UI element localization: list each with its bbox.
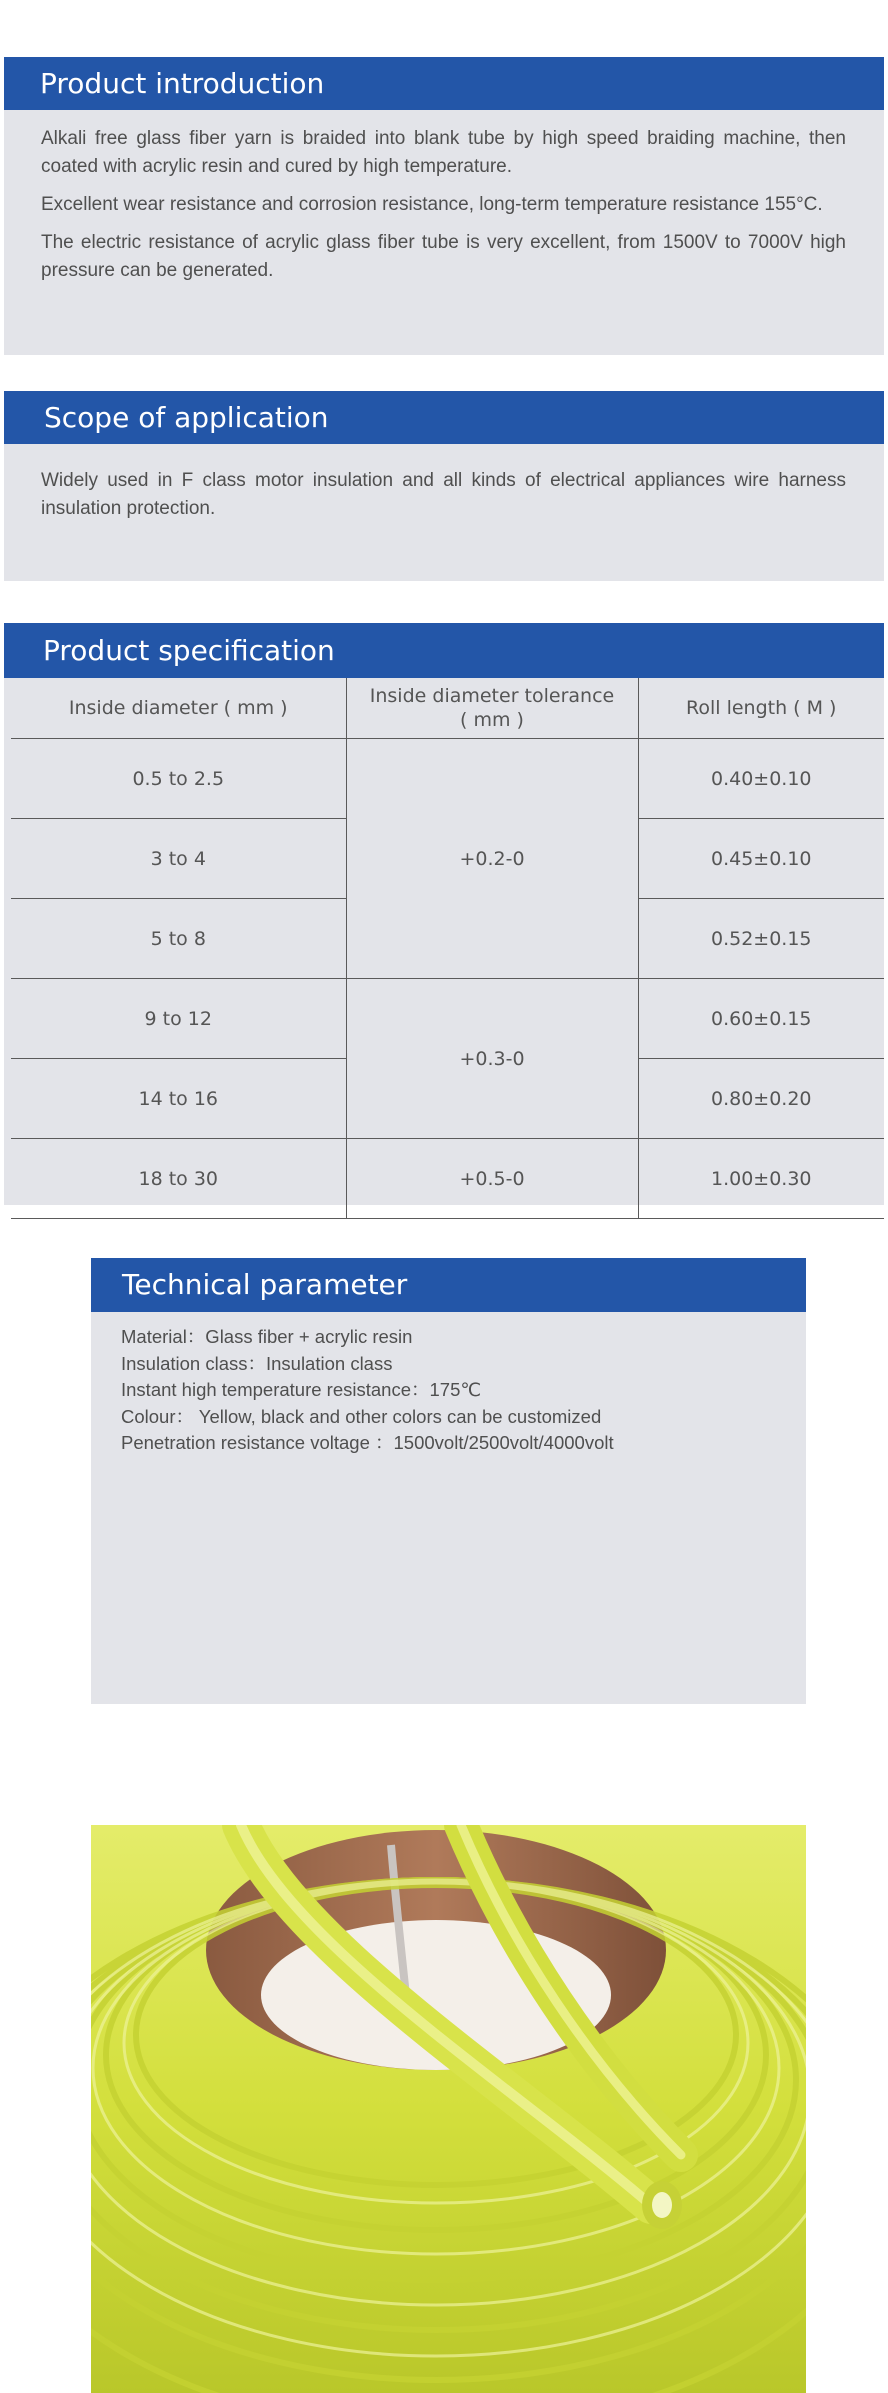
column-header: Roll length ( M ): [638, 678, 884, 739]
product-photo: [91, 1825, 806, 2393]
tolerance-cell: +0.3-0: [346, 979, 638, 1139]
length-cell: 0.80±0.20: [638, 1059, 884, 1139]
length-cell: 0.52±0.15: [638, 899, 884, 979]
specification-table: [11, 678, 884, 1219]
product-specification-section: [4, 623, 884, 1205]
section-title: Product introduction: [4, 57, 884, 110]
scope-text: Widely used in F class motor insulation and all kinds of electrical appliances wire harness insulation protection.: [41, 470, 846, 519]
diameter-cell: 0.5 to 2.5: [11, 739, 346, 819]
technical-parameter-section: [91, 1258, 806, 1704]
tolerance-cell: +0.5-0: [346, 1139, 638, 1219]
length-cell: 0.60±0.15: [638, 979, 884, 1059]
length-cell: 0.45±0.10: [638, 819, 884, 899]
parameter-line: Penetration resistance voltage ：1500volt/2500volt/4000volt: [121, 1432, 614, 1453]
table-header-row: [11, 678, 884, 739]
intro-paragraph: The electric resistance of acrylic glass fiber tube is very excellent, from 1500V to 7000V high pressure can be generated.: [41, 232, 846, 281]
diameter-cell: 18 to 30: [11, 1139, 346, 1219]
table-row: [11, 979, 884, 1059]
product-introduction-section: [4, 57, 884, 355]
table-row: [11, 1139, 884, 1219]
diameter-cell: 5 to 8: [11, 899, 346, 979]
parameter-line: Colour： Yellow, black and other colors can be customized: [121, 1405, 602, 1427]
column-header: Inside diameter tolerance ( mm ): [346, 678, 638, 739]
column-header: Inside diameter ( mm ): [11, 678, 346, 739]
diameter-cell: 14 to 16: [11, 1059, 346, 1139]
parameter-line: Material：Glass fiber + acrylic resin: [121, 1326, 413, 1347]
section-title: Scope of application: [4, 391, 884, 444]
intro-text: [41, 125, 846, 295]
scope-of-application-section: [4, 391, 884, 581]
parameter-line: Insulation class：Insulation class: [121, 1352, 393, 1374]
parameter-line: Instant high temperature resistance：175℃: [121, 1379, 482, 1400]
section-title: Product specification: [4, 623, 884, 678]
length-cell: 1.00±0.30: [638, 1139, 884, 1219]
intro-paragraph: Excellent wear resistance and corrosion resistance, long-term temperature resistance 155°C.: [41, 194, 823, 215]
intro-paragraph: Alkali free glass fiber yarn is braided into blank tube by high speed braiding machine, then coated with acrylic resin and cured by high temperature.: [41, 128, 846, 177]
section-title: Technical parameter: [91, 1258, 806, 1312]
table-row: [11, 739, 884, 819]
parameter-list: [121, 1324, 614, 1457]
length-cell: 0.40±0.10: [638, 739, 884, 819]
diameter-cell: 3 to 4: [11, 819, 346, 899]
tolerance-cell: +0.2-0: [346, 739, 638, 979]
diameter-cell: 9 to 12: [11, 979, 346, 1059]
